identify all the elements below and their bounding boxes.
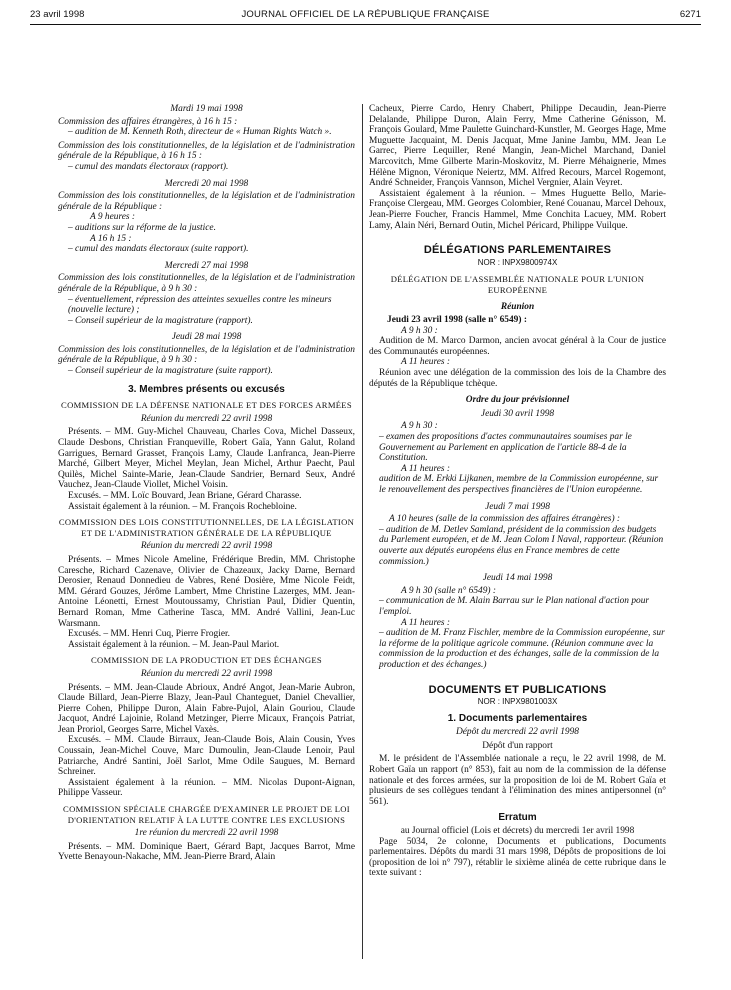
nor-reference: NOR : INPX9800974X — [477, 257, 558, 267]
meeting-date: Réunion du mercredi 22 avril 1998 — [140, 413, 273, 424]
meeting-heading: Réunion — [500, 301, 535, 312]
meeting-heading: Ordre du jour prévisionnel — [465, 395, 570, 406]
date-heading: Mardi 19 mai 1998 — [170, 104, 243, 114]
agenda-item: Commission des affaires étrangères, à 16 h 15 : — [58, 116, 238, 127]
header-rule — [30, 24, 701, 25]
agenda-time: A 9 heures : — [90, 212, 136, 223]
agenda-text: Réunion avec une délégation de la commission des lois de la Chambre des députés de la République tchèque. — [369, 368, 666, 389]
agenda-item: Commission des lois constitutionnelles, de la législation et de l'administration générale de la République, à 16 h 15 : — [58, 140, 355, 162]
agenda-line: audition de M. Erkki Lijkanen, membre de la Commission européenne, sur le renouvellement des perspectives financières de l'Union européenne. — [379, 474, 659, 495]
date-heading: Jeudi 7 mai 1998 — [485, 501, 550, 512]
date-heading: Mercredi 27 mai 1998 — [164, 260, 249, 271]
header-page-number: 6271 — [679, 9, 701, 20]
attendees-present: Présents. – MM. Guy-Michel Chauveau, Charles Cova, Michel Dasseux, Claude Desbons, Christian Franqueville, Robert Gaïa, Yann Galut, Roland Garrigues, Bernard Grasset, François Lamy, Claude Lanfranca, Jean-Pierre Marché, Gilbert Meyer, Michel Meylan, Jean Michel, Arthur Paecht, Paul Quilès, Michel Sainte-Marie, Jean-Claude Sandrier, Bernard Seux, André Vauchez, Jean-Claude Viollet, Michel Voisin. — [58, 427, 355, 491]
commission-title: COMMISSION DE LA DÉFENSE NATIONALE ET DES FORCES ARMÉES — [61, 400, 352, 411]
agenda-line: – examen des propositions d'actes communautaires soumises par le Gouvernement au Parlement en application de l'article 88-4 de la Constitution. — [379, 432, 632, 464]
section-heading: DOCUMENTS ET PUBLICATIONS — [428, 683, 607, 696]
commission-title: COMMISSION SPÉCIALE CHARGÉE D'EXAMINER LE PROJET DE LOI D'ORIENTATION RELATIF À LA LUTTE CONTRE LES EXCLUSIONS — [63, 804, 350, 825]
agenda-line: – auditions sur la réforme de la justice. — [68, 222, 216, 233]
agenda-time: A 9 h 30 (salle n° 6549) : — [401, 585, 496, 596]
date-heading: Jeudi 14 mai 1998 — [482, 573, 553, 584]
attendees-excused: Excusés. – MM. Henri Cuq, Pierre Frogier. — [68, 629, 230, 640]
agenda-item: Commission des lois constitutionnelles, de la législation et de l'administration générale de la République, à 9 h 30 : — [58, 273, 355, 294]
attendees-excused: Excusés. – MM. Loïc Bouvard, Jean Briane, Gérard Charasse. — [68, 491, 302, 501]
agenda-time: A 9 h 30 : — [401, 325, 438, 336]
attendees-present: Présents. – Mmes Nicole Ameline, Frédérique Bredin, MM. Christophe Caresche, Richard Cazenave, Olivier de Chazeaux, Jacky Darne, Bernard Derosier, Renaud Donnedieu de Vabres, René Dosière, Mme Nicole Feidt, MM. Gérard Gouzes, Jérôme Lambert, Mme Christine Lazerges, MM. Jean-Antoine Léonetti, Ernest Moutoussamy, Christian Paul, Didier Quentin, Bernard Roman, Mme Catherine Tasca, MM. André Vallini, Jean-Luc Warsmann. — [58, 554, 355, 629]
attendees-also: Assistaient également à la réunion. – Mmes Huguette Bello, Marie-Françoise Clergeau, MM. Georges Colombier, René Couanau, Marcel Dehoux, Jean-Pierre Foucher, Francis Hammel, Mme Conchita Lacuey, MM. Robert Lamy, Alain Néri, Bernard Outin, Michel Péricard, Philippe Vuilque. — [369, 188, 666, 231]
agenda-line: – audition de M. Franz Fischler, membre de la Commission européenne, sur la réforme de la politique agricole commune. (Réunion commune avec la commission de la production et des échanges, salle de la commission de la production et des échanges.) — [379, 628, 665, 670]
section-heading: DÉLÉGATIONS PARLEMENTAIRES — [423, 244, 612, 257]
date-heading: Mercredi 20 mai 1998 — [164, 178, 249, 189]
agenda-time: A 11 heures : — [401, 617, 451, 628]
agenda-time: A 9 h 30 : — [401, 421, 438, 432]
attendees-also: Assistaient également à la réunion. – MM. Nicolas Dupont-Aignan, Philippe Vasseur. — [58, 777, 355, 799]
erratum-reference: au Journal officiel (Lois et décrets) du mercredi 1er avril 1998 — [400, 826, 635, 837]
agenda-text: Audition de M. Marco Darmon, ancien avocat général à la Cour de justice des Communautés européennes. — [369, 336, 666, 357]
date-heading: Jeudi 28 mai 1998 — [171, 332, 242, 343]
agenda-line: – audition de M. Kenneth Roth, directeur de « Human Rights Watch ». — [68, 127, 332, 138]
right-column — [369, 104, 666, 879]
commission-title: COMMISSION DE LA PRODUCTION ET DES ÉCHANGES — [91, 655, 322, 666]
agenda-line: – communication de M. Alain Barrau sur le Plan national d'action pour l'emploi. — [379, 596, 650, 617]
agenda-time: A 11 heures : — [401, 463, 451, 474]
deposit-text: M. le président de l'Assemblée nationale a reçu, le 22 avril 1998, de M. Robert Gaïa un rapport (n° 853), fait au nom de la commission de la défense nationale et des forces armées, sur la proposition de loi de M. Robert Gaïa et plusieurs de ses collègues tendant à l'élimination des mines antipersonnel (n° 561). — [369, 754, 666, 807]
date-heading: Jeudi 30 avril 1998 — [480, 408, 555, 419]
erratum-text: Page 5034, 2e colonne, Documents et publications, Documents parlementaires. Dépôts du mardi 31 mars 1998, Dépôts de propositions de loi (proposition de loi n° 797), rétablir le sixième alinéa de cette rubrique dans le texte suivant : — [369, 836, 666, 879]
header-title: JOURNAL OFFICIEL DE LA RÉPUBLIQUE FRANÇAISE — [241, 9, 490, 20]
agenda-line: – cumul des mandats électoraux (rapport). — [68, 161, 229, 172]
attendees-continued: Cacheux, Pierre Cardo, Henry Chabert, Philippe Decaudin, Jean-Pierre Delalande, Philippe Duron, Alain Ferry, Mme Catherine Génisson, M. François Goulard, Mme Paulette Guinchard-Kunstler, M. Georges Hage, Mme Muguette Jacquaint, M. Denis Jacquat, Mme Janine Jambu, MM. Jean Le Garrec, Pierre Lequiller, René Mangin, Jean-Michel Marchand, Daniel Marcovitch, Mme Gilberte Marin-Moskovitz, M. Pierre Méhaignerie, Mmes Hélène Mignon, Véronique Neiertz, MM. Alfred Recours, Marcel Rogemont, André Schneider, François Vannson, Michel Vergnier, Alain Veyret. — [369, 104, 666, 189]
agenda-line: – cumul des mandats électoraux (suite rapport). — [68, 244, 249, 255]
agenda-line: – audition de M. Detlev Samland, président de la commission des budgets du Parlement européen, et de M. Jean Colom I Naval, rapporteur. (Réunion ouverte aux députés européens élus en France membres de cette commission.) — [379, 524, 664, 567]
nor-reference: NOR : INPX9801003X — [477, 697, 558, 707]
deposit-date: Dépôt du mercredi 22 avril 1998 — [456, 727, 579, 738]
erratum-heading: Erratum — [498, 812, 537, 824]
meeting-date: Réunion du mercredi 22 avril 1998 — [140, 668, 273, 679]
agenda-item: Commission des lois constitutionnelles, de la législation et de l'administration générale de la République, à 9 h 30 : — [58, 344, 355, 366]
header-date: 23 avril 1998 — [30, 9, 85, 20]
agenda-time: A 16 h 15 : — [90, 233, 132, 244]
meeting-date: Réunion du mercredi 22 avril 1998 — [140, 541, 273, 552]
subsection-heading: 1. Documents parlementaires — [447, 712, 588, 724]
left-column — [58, 104, 355, 863]
commission-title: COMMISSION DES LOIS CONSTITUTIONNELLES, DE LA LÉGISLATION ET DE L'ADMINISTRATION GÉNÉRALE DE LA RÉPUBLIQUE — [58, 517, 355, 538]
deposit-type: Dépôt d'un rapport — [482, 740, 553, 751]
attendees-also: Assistait également à la réunion. – M. Jean-Paul Mariot. — [68, 639, 280, 650]
delegation-title: DÉLÉGATION DE L'ASSEMBLÉE NATIONALE POUR L'UNION EUROPÉENNE — [390, 274, 645, 295]
attendees-also: Assistait également à la réunion. – M. François Rochebloine. — [68, 501, 297, 512]
agenda-time: A 11 heures : — [401, 357, 451, 368]
agenda-line: – Conseil supérieur de la magistrature (suite rapport). — [68, 366, 273, 377]
agenda-line: – éventuellement, répression des atteintes sexuelles contre les mineurs (nouvelle lecture) ; — [68, 294, 332, 316]
meeting-date: Jeudi 23 avril 1998 (salle n° 6549) : — [387, 315, 527, 326]
page-header — [30, 10, 701, 22]
attendees-present: Présents. – MM. Jean-Claude Abrioux, André Angot, Jean-Marie Aubron, Claude Billard, Jean-Pierre Blazy, Jean-Paul Chanteguet, Daniel Chevallier, Pierre Cohen, Philippe Duron, Alain Fabre-Pujol, Alain Gouriou, Claude Jacquot, André Lajoinie, Roland Metzinger, Pierre Micaux, François Patriat, Jean Proriol, Georges Sarre, Michel Vaxès. — [58, 682, 355, 735]
section-heading: 3. Membres présents ou excusés — [128, 383, 285, 395]
agenda-time: A 10 heures (salle de la commission des affaires étrangères) : — [389, 514, 621, 525]
meeting-date: 1re réunion du mercredi 22 avril 1998 — [134, 828, 279, 839]
attendees-excused: Excusés. – MM. Claude Birraux, Jean-Claude Bois, Alain Cousin, Yves Coussain, Jean-Michel Couve, Marc Dumoulin, Jean-Claude Lenoir, Paul Patriarche, André Santini, Joël Sarlot, Mme Odile Saugues, M. Bernard Schreiner. — [58, 735, 355, 778]
attendees-present: Présents. – MM. Dominique Baert, Gérard Bapt, Jacques Barrot, Mme Yvette Benayoun-Nakache, MM. Jean-Pierre Brard, Alain — [58, 841, 355, 863]
column-divider — [362, 104, 363, 959]
agenda-line: – Conseil supérieur de la magistrature (rapport). — [68, 315, 253, 326]
agenda-item: Commission des lois constitutionnelles, de la législation et de l'administration générale de la République : — [58, 191, 355, 212]
